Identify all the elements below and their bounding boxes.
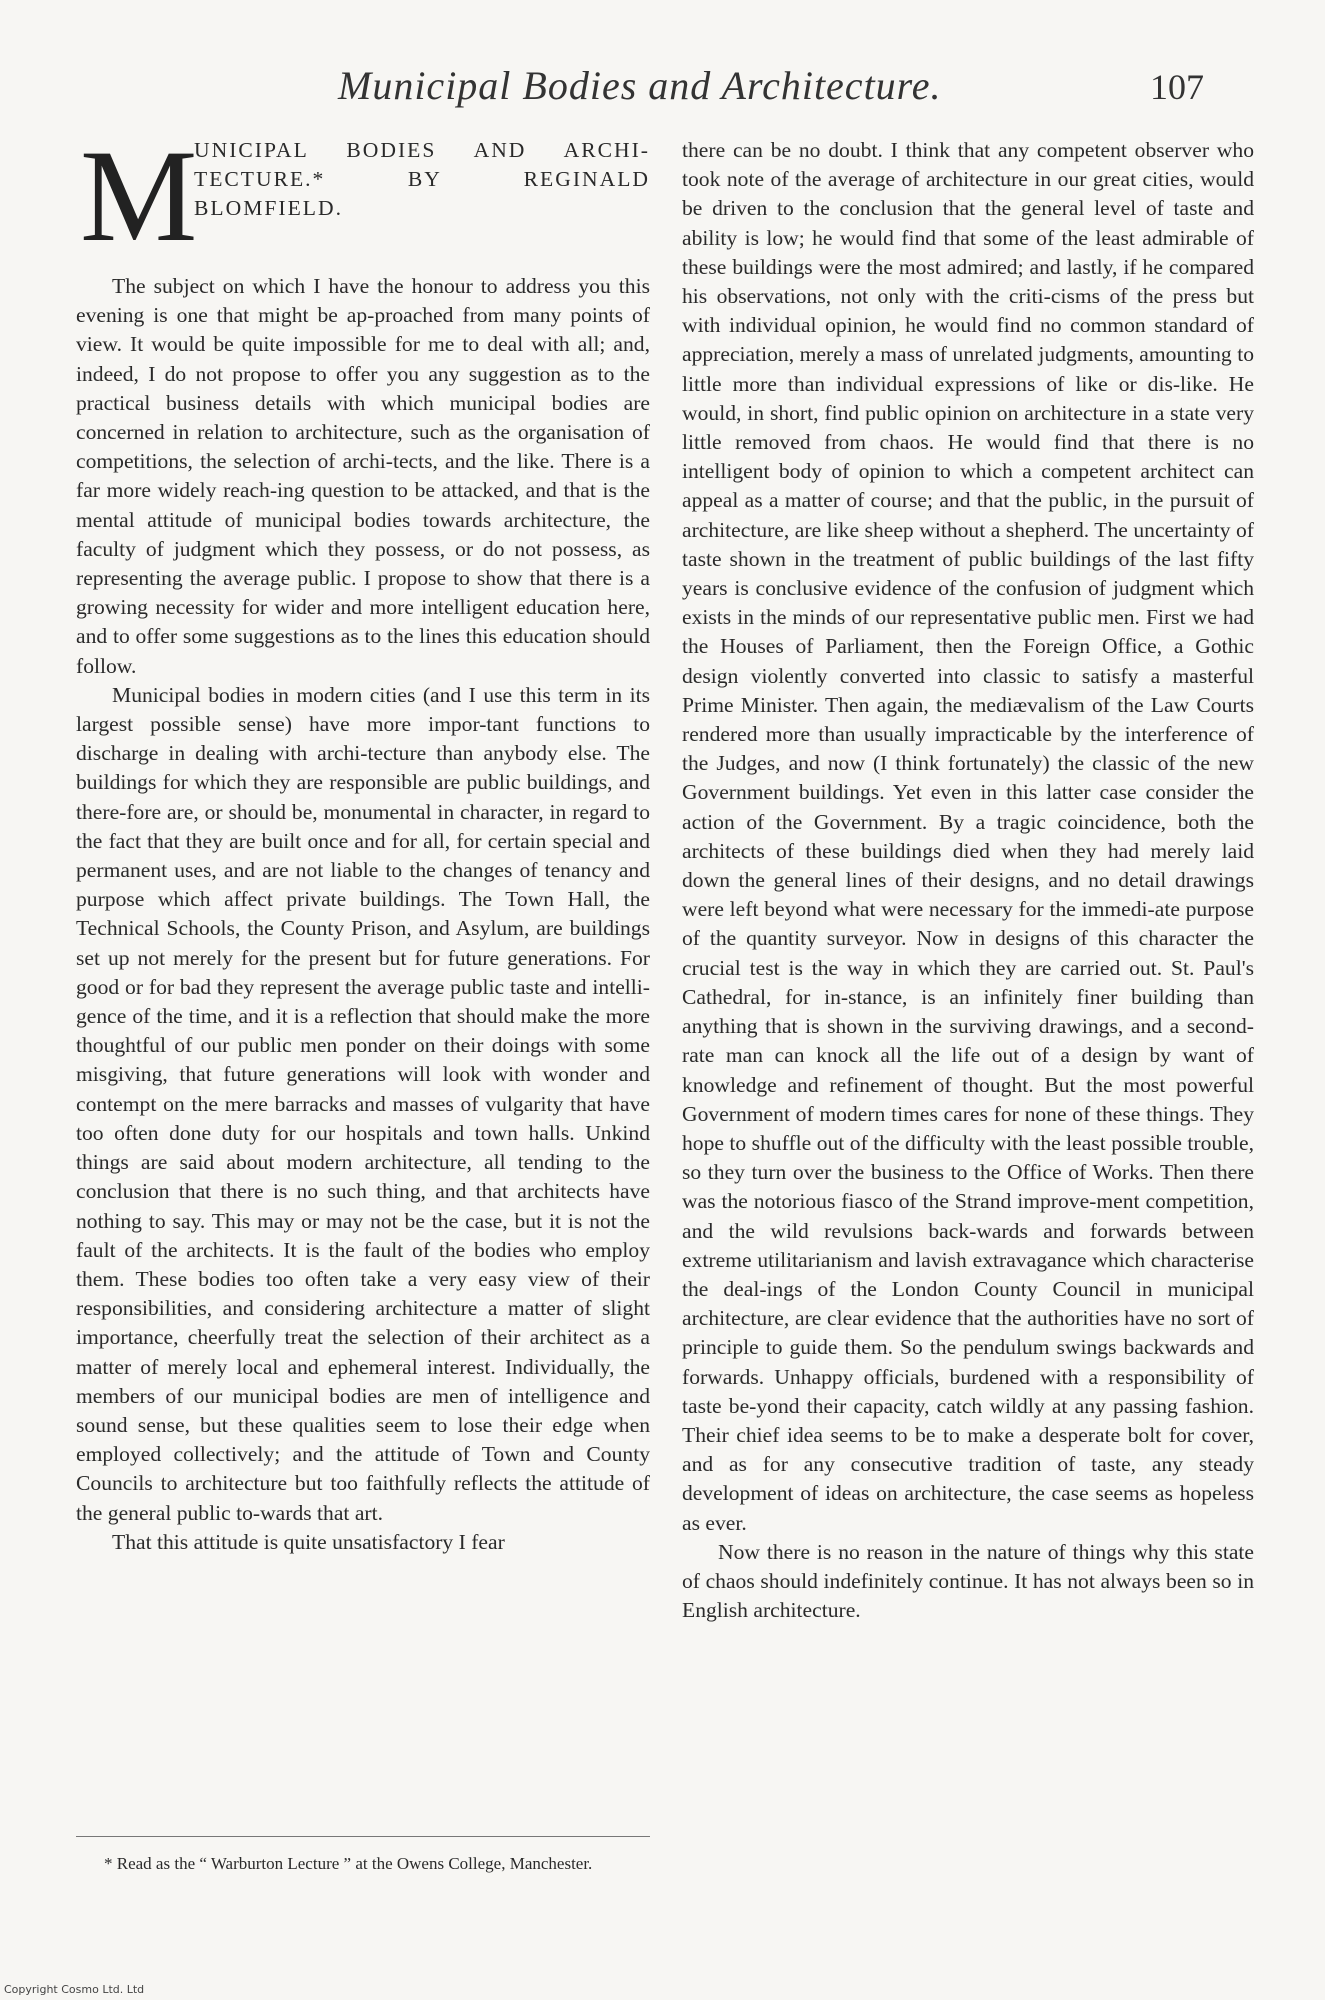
left-column: [76, 122, 650, 1557]
footnote: * Read as the “ Warburton Lecture ” at the Owens College, Manchester.: [104, 1854, 593, 1873]
paragraph: Municipal bodies in modern cities (and I use this term in its largest possible sense) have more impor-tant functions to discharge in dealing with archi-tecture than anybody else. The buildings for which they are responsible are public buildings, and there-fore are, or should be, monumental in character, in regard to the fact that they are built once and for all, for certain special and permanent uses, and are not liable to the changes of tenancy and purpose which affect private buildings. The Town Hall, the Technical Schools, the County Prison, and Asylum, are buildings set up not merely for the present but for future generations. For good or for bad they represent the average public taste and intelli-gence of the time, and it is a reflection that should make the more thoughtful of our public men ponder on their doings with some misgiving, that future generations will look with wonder and contempt on the mere barracks and masses of vulgarity that have too often done duty for our hospitals and town halls. Unkind things are said about modern architecture, all tending to the conclusion that there is no such thing, and that architects have nothing to say. This may or may not be the case, but it is not the fault of the architects. It is the fault of the bodies who employ them. These bodies too often take a very easy view of their responsibilities, and considering architecture a matter of slight importance, cheerfully treat the selection of their architect as a matter of merely local and ephemeral interest. Individually, the members of our municipal bodies are men of intelligence and sound sense, but these qualities seem to lose their edge when employed collectively; and the attitude of Town and County Councils to architecture but too faithfully reflects the attitude of the general public to-wards that art.: [76, 682, 650, 1525]
article-title: [76, 122, 650, 269]
drop-cap: M: [80, 122, 198, 269]
paragraph: there can be no doubt. I think that any competent observer who took note of the average of architecture in our great cities, would be driven to the conclusion that the general level of taste and ability is low; he would find that some of the least admirable of these buildings were the most admired; and lastly, if he compared his observations, not only with the criti-cisms of the press but with individual opinion, he would find no common standard of appreciation, merely a mass of unrelated judgments, amounting to little more than individual expressions of like or dis-like. He would, in short, find public opinion on architecture in a state very little removed from chaos. He would find that there is no intelligent body of opinion to which a competent architect can appeal as a matter of course; and that the public, in the pursuit of architecture, are like sheep without a shepherd. The uncertainty of taste shown in the treatment of public buildings of the last fifty years is conclusive evidence of the confusion of judgment which exists in the minds of our representative public men. First we had the Houses of Parliament, then the Foreign Office, a Gothic design violently converted into classic to satisfy a masterful Prime Minister. Then again, the mediævalism of the Law Courts rendered more than usually impracticable by the interference of the Judges, and now (I think fortunately) the classic of the new Government buildings. Yet even in this latter case consider the action of the Government. By a tragic coincidence, both the architects of these buildings died when they had merely laid down the general lines of their designs, and no detail drawings were left beyond what were necessary for the immedi-ate purpose of the quantity surveyor. Now in designs of this character the crucial test is the way in which they are carried out. St. Paul's Cathedral, for in-stance, is an infinitely finer building than anything that is shown in the surviving drawings, and a second-rate man can knock all the life out of a design by want of knowledge and refinement of thought. But the most powerful Government of modern times cares for none of these things. They hope to shuffle out of the difficulty with the least possible trouble, so they turn over the business to the Office of Works. Then there was the notorious fiasco of the Strand improve-ment competition, and the wild revulsions back-wards and forwards between extreme utilitarianism and lavish extravagance which characterise the deal-ings of the London County Council in municipal architecture, are clear evidence that the authorities have no sort of principle to guide them. So the pendulum swings backwards and forwards. Unhappy officials, burdened with a responsibility of taste be-yond their capacity, catch wildly at any passing fashion. Their chief idea seems to be to make a desperate bolt for cover, and as for any consecutive tradition of taste, any steady development of ideas on architecture, the case seems as hopeless as ever.: [682, 138, 1254, 1535]
running-title: Municipal Bodies and Architecture.: [338, 63, 942, 108]
right-column: [682, 136, 1254, 1625]
article-title-text: UNICIPAL BODIES AND ARCHI-TECTURE.* BY REGINALD BLOMFIELD.: [194, 138, 650, 221]
paragraph: That this attitude is quite unsatisfactory I fear: [112, 1529, 505, 1554]
page-number: 107: [1150, 67, 1204, 107]
copyright-notice: Copyright Cosmo Ltd. Ltd: [4, 1983, 145, 1996]
paragraph: The subject on which I have the honour to address you this evening is one that might be ap-proached from many points of view. It would be quite impossible for me to deal with all; and, indeed, I do not propose to offer you any suggestion as to the practical business details with which municipal bodies are concerned in relation to architecture, such as the organisation of competitions, the selection of archi-tects, and the like. There is a far more widely reach-ing question to be attacked, and that is the mental attitude of municipal bodies towards architecture, the faculty of judgment which they possess, or do not possess, as representing the average public. I propose to show that there is a growing necessity for wider and more intelligent education here, and to offer some suggestions as to the lines this education should follow.: [76, 274, 650, 678]
paragraph: Now there is no reason in the nature of things why this state of chaos should indefinitely continue. It has not always been so in English architecture.: [682, 1539, 1254, 1623]
footnote-divider: [76, 1836, 650, 1837]
